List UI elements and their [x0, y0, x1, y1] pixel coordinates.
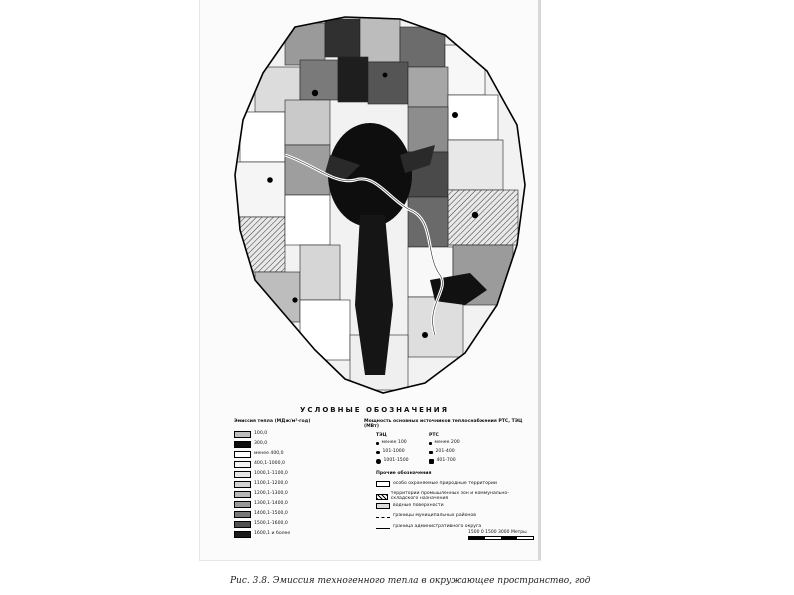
tec-legend-row: [376, 441, 407, 446]
figure-caption: Рис. 3.8. Эмиссия техногенного тепла в окружающее пространство, год: [230, 576, 591, 586]
emission-label: 1300,1-1400,0: [254, 500, 288, 506]
rts-legend-row: [429, 450, 455, 455]
emission-legend-row: [234, 520, 288, 528]
emission-swatch: [234, 431, 251, 438]
other-legend-symbol: [376, 515, 390, 518]
emission-legend-row: [234, 460, 285, 468]
other-legend-row: [376, 481, 497, 487]
other-legend-label: граница административного округа: [393, 524, 482, 529]
scale-label: 1500 0 1500 3000 Метры: [468, 530, 527, 535]
other-legend-symbol: [376, 481, 390, 487]
rts-legend-row: [429, 459, 456, 464]
rts-label: РТС: [429, 433, 439, 438]
rts-dot-icon: [429, 451, 433, 455]
scale-bar: [468, 536, 534, 540]
other-legend-row: [376, 514, 476, 519]
emission-swatch: [234, 481, 251, 488]
rts-legend-row: [429, 441, 460, 446]
emission-label: 1100,1-1200,0: [254, 480, 288, 486]
tec-label: 101-1000: [382, 449, 405, 454]
other-legend-title: Прочие обозначения: [376, 471, 432, 476]
emission-legend-row: [234, 470, 288, 478]
other-legend-row: [376, 525, 481, 530]
tec-dot-icon: [376, 459, 381, 464]
tec-label: 1001-1500: [383, 458, 409, 463]
tec-label: ТЭЦ: [376, 433, 387, 438]
emission-swatch: [234, 451, 251, 458]
other-legend-label: территории промышленных зон и коммунально-складского назначения: [390, 491, 509, 501]
emission-label: 400,1-1000,0: [254, 460, 285, 466]
rts-label: менее 200: [434, 440, 460, 445]
emission-legend-row: [234, 440, 267, 448]
emission-swatch: [234, 461, 251, 468]
emission-swatch: [234, 441, 251, 448]
other-legend-symbol: [376, 526, 390, 529]
emission-swatch: [234, 511, 251, 518]
emission-label: 1400,1-1500,0: [254, 510, 288, 516]
emission-legend-row: [234, 450, 284, 458]
tec-legend-row: [376, 450, 405, 455]
tec-label: менее 100: [381, 440, 407, 445]
emission-legend-row: [234, 490, 288, 498]
map-legend: [234, 418, 534, 543]
emission-legend-row: [234, 430, 267, 438]
emission-legend-title: Эмиссия тепла (МДж/м²·год): [234, 419, 311, 424]
emission-label: 1000,1-1100,0: [254, 470, 288, 476]
emission-swatch: [234, 471, 251, 478]
emission-swatch: [234, 531, 251, 538]
other-legend-label: границы муниципальных районов: [393, 513, 476, 518]
rts-label: 401-700: [436, 458, 456, 463]
rts-dot-icon: [429, 442, 432, 445]
moscow-heat-emission-map: [225, 5, 535, 395]
emission-legend-row: [234, 510, 288, 518]
legend-heading: УСЛОВНЫЕ ОБОЗНАЧЕНИЯ: [300, 406, 449, 414]
other-legend-row: [376, 492, 534, 501]
other-legend-label: особо охраняемые природные территории: [393, 480, 497, 486]
emission-label: 100,0: [254, 430, 268, 436]
emission-label: 1200,1-1300,0: [254, 490, 288, 496]
emission-label: менее 400,0: [254, 450, 284, 456]
tec-legend-row: [376, 459, 409, 464]
other-legend-row: [376, 503, 444, 509]
other-legend-label: водные поверхности: [393, 502, 444, 508]
emission-label: 300,0: [254, 440, 268, 446]
emission-swatch: [234, 521, 251, 528]
tec-dot-icon: [376, 451, 380, 455]
emission-swatch: [234, 491, 251, 498]
rts-dot-icon: [429, 459, 434, 464]
emission-label: 1600,1 и более: [254, 530, 291, 536]
rts-label: 201-400: [435, 449, 455, 454]
power-legend-title: Мощность основных источников теплоснабжения РТС, ТЭЦ (МВт): [364, 419, 523, 429]
emission-legend-row: [234, 480, 288, 488]
page-edge-shadow: [538, 0, 541, 560]
emission-legend-row: [234, 500, 288, 508]
tec-dot-icon: [376, 442, 379, 445]
emission-label: 1500,1-1600,0: [254, 520, 288, 526]
emission-legend-row: [234, 530, 290, 538]
emission-swatch: [234, 501, 251, 508]
other-legend-symbol: [376, 503, 390, 509]
other-legend-symbol: [376, 494, 388, 500]
